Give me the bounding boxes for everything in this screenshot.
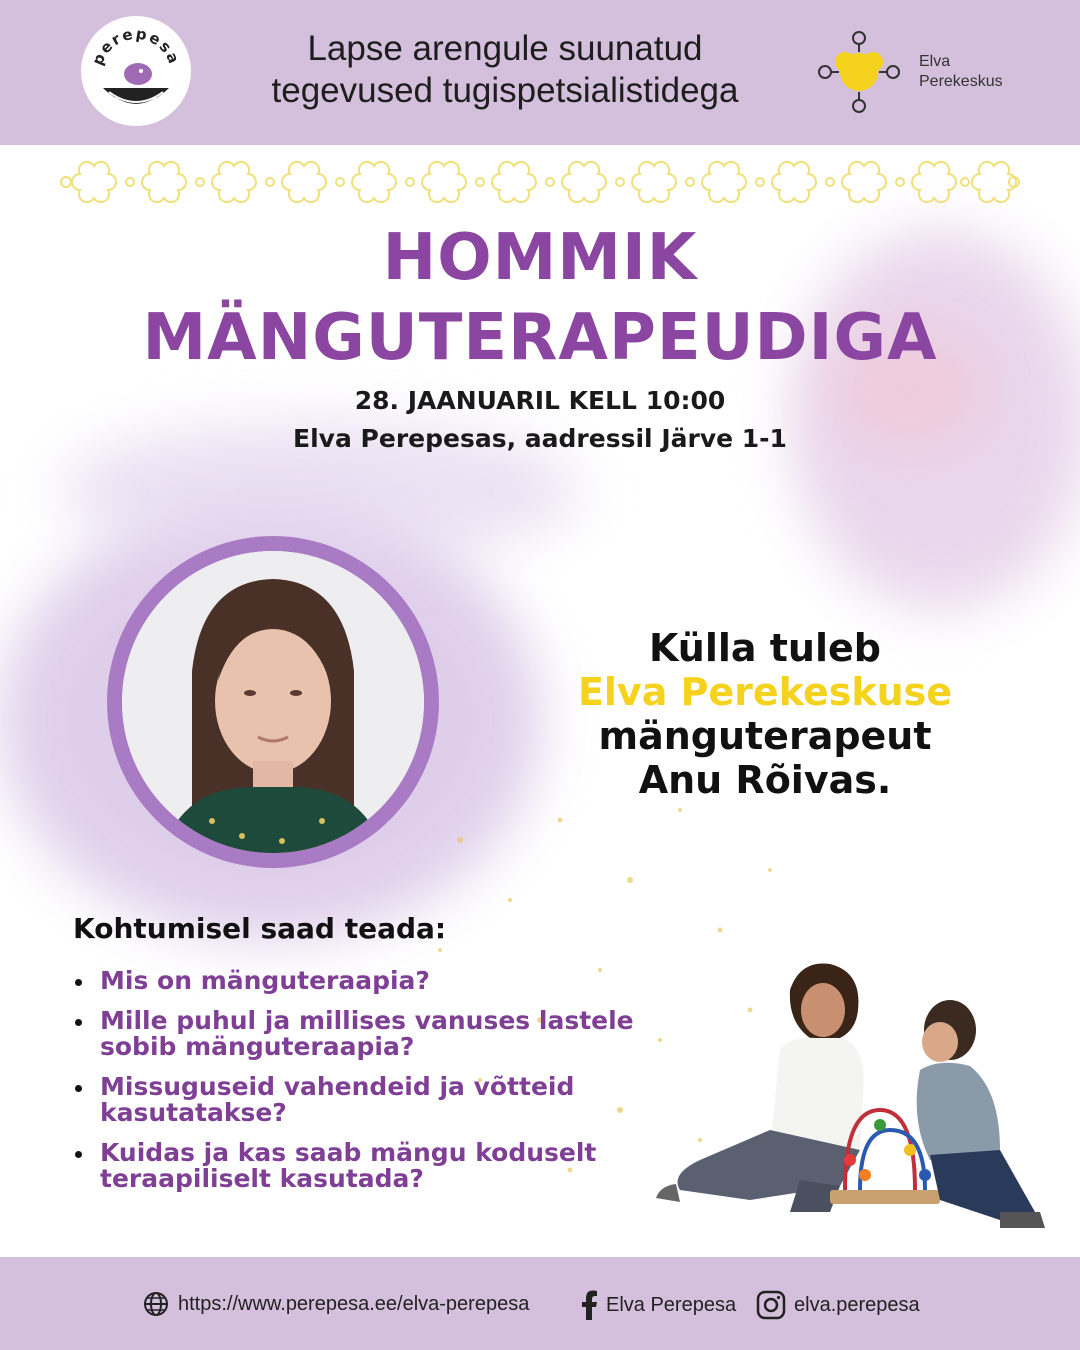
instagram-handle: elva.perepesa (794, 1293, 920, 1316)
event-title (0, 218, 1080, 378)
svg-text:perepesa: perepesa (88, 24, 184, 68)
instagram-link[interactable] (756, 1290, 920, 1320)
list-item: Missuguseid vahendeid ja võtteid kasutatakse? (73, 1074, 673, 1126)
perepesa-logo (81, 16, 191, 126)
nest-bird-icon (81, 16, 191, 126)
play-therapy-photo (640, 950, 1060, 1250)
list-item: Kuidas ja kas saab mängu koduselt teraapiliselt kasutada? (73, 1140, 673, 1192)
event-datetime: 28. JAANUARIL KELL 10:00 (354, 386, 726, 415)
list-item: Mille puhul ja millises vanuses lastele sobib mänguteraapia? (73, 1008, 673, 1060)
elva-perekeskus-logo-icon (815, 28, 910, 118)
header-title-line1: Lapse arengule suunatud (307, 29, 703, 68)
event-location: Elva Perepesas, aadressil Järve 1-1 (293, 424, 787, 453)
speaker-photo-icon (122, 551, 424, 853)
guest-line2: Elva Perekeskuse (577, 670, 953, 714)
website-link[interactable] (142, 1290, 529, 1318)
guest-line3: mänguterapeut (598, 714, 932, 758)
guest-line1: Külla tuleb (649, 626, 881, 670)
topics-heading: Kohtumisel saad teada: (73, 912, 447, 945)
facebook-link[interactable] (580, 1290, 736, 1320)
website-url: https://www.perepesa.ee/elva-perepesa (178, 1292, 530, 1315)
ornament-border (60, 160, 1020, 204)
partner-name-line2: Perekeskus (919, 73, 1003, 90)
list-item: Mis on mänguteraapia? (73, 968, 673, 994)
instagram-icon (756, 1290, 786, 1320)
elva-perekeskus-logo-text (919, 52, 1003, 92)
event-title-line2: MÄNGUTERAPEUDIGA (142, 301, 938, 375)
facebook-name: Elva Perepesa (606, 1293, 737, 1316)
guest-line4: Anu Rõivas. (638, 758, 892, 802)
facebook-icon (580, 1290, 598, 1320)
event-details (0, 382, 1080, 458)
header-title-line2: tegevused tugispetsialistidega (271, 71, 739, 110)
event-title-line1: HOMMIK (382, 221, 698, 295)
header-title (235, 28, 775, 112)
globe-icon (142, 1290, 170, 1318)
topics-list (73, 968, 673, 1206)
guest-announcement (530, 626, 1000, 802)
speaker-portrait (122, 551, 424, 853)
partner-name-line1: Elva (919, 53, 951, 70)
